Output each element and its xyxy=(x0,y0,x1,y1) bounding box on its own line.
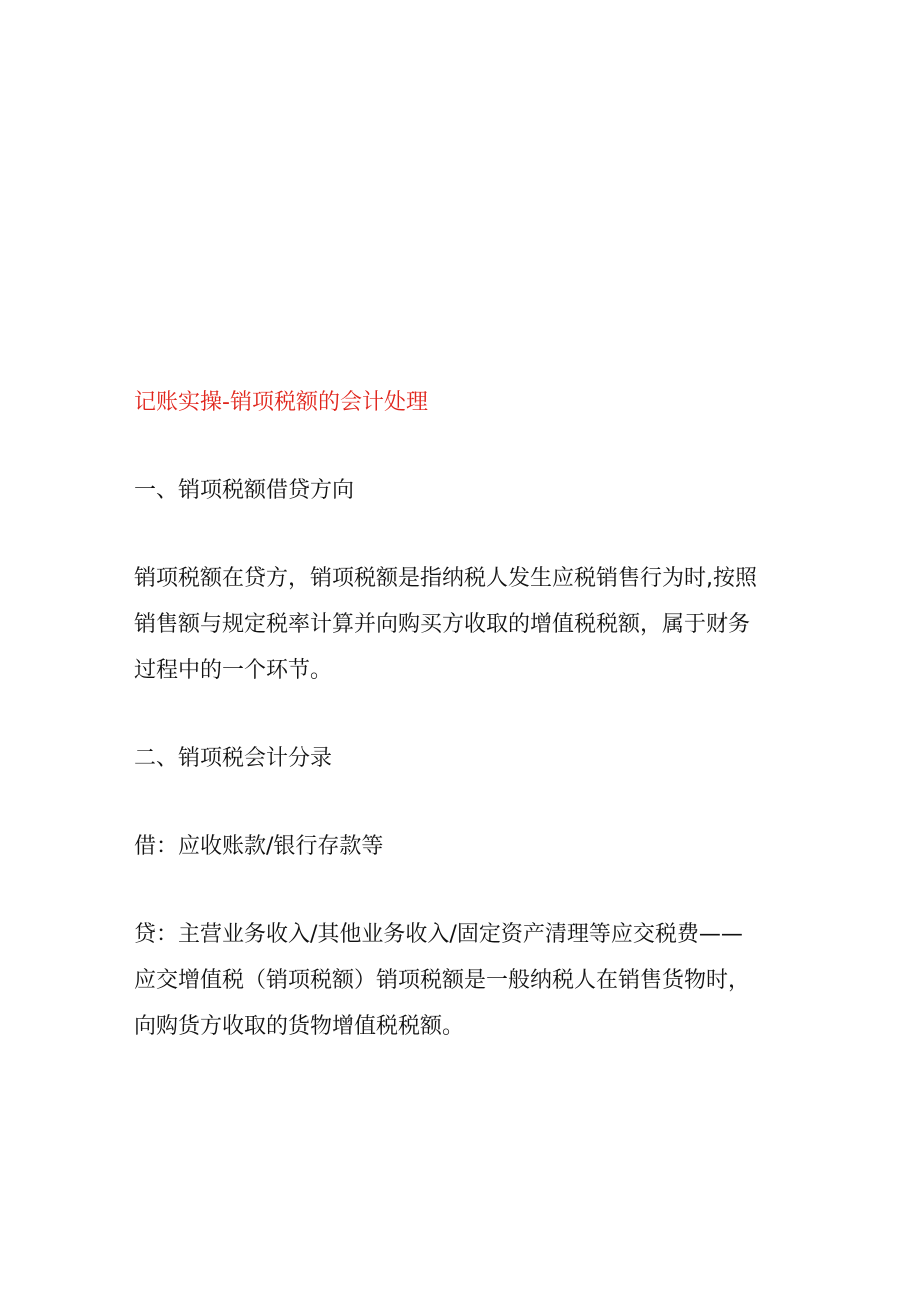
credit-line: 应交增值税（销项税额）销项税额是一般纳税人在销售货物时， xyxy=(134,968,751,993)
paragraph-line: 销项税额在贷方，销项税额是指纳税人发生应税销售行为时,按照 xyxy=(134,566,757,591)
debit-entry xyxy=(134,824,794,870)
debit-line: 借：应收账款/银行存款等 xyxy=(134,834,384,859)
document-title: 记账实操-销项税额的会计处理 xyxy=(134,390,428,415)
document-content xyxy=(134,380,794,1092)
credit-entry xyxy=(134,912,794,1050)
paragraph-line: 销售额与规定税率计算并向购买方收取的增值税税额，属于财务 xyxy=(134,612,751,637)
section-1-heading: 一、销项税额借贷方向 xyxy=(134,478,355,503)
section-1-paragraph xyxy=(134,556,794,694)
paragraph-line: 过程中的一个环节。 xyxy=(134,658,333,683)
credit-line: 向购货方收取的货物增值税税额。 xyxy=(134,1014,465,1039)
credit-line: 贷：主营业务收入/其他业务收入/固定资产清理等应交税费—— xyxy=(134,922,743,947)
section-2-heading: 二、销项税会计分录 xyxy=(134,746,333,771)
